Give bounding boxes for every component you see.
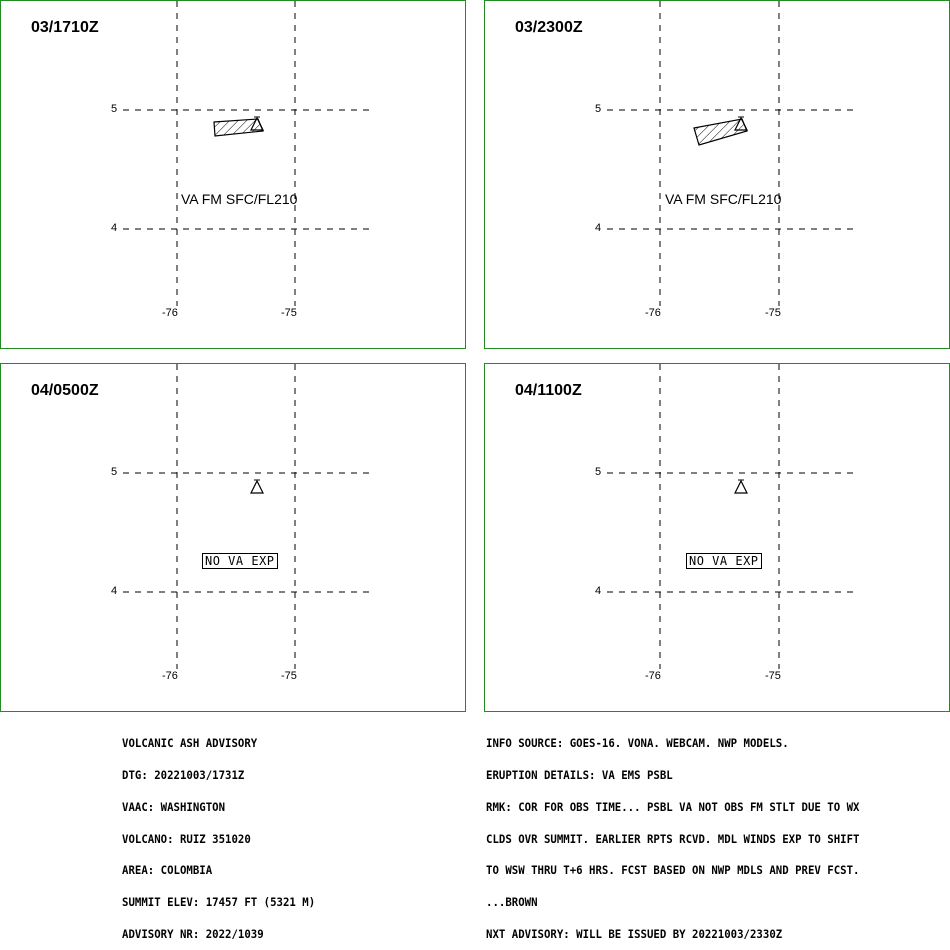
ash-height-label: VA FM SFC/FL210: [665, 191, 782, 207]
advisory-line: VOLCANIC ASH ADVISORY: [122, 736, 258, 751]
no-va-expected-box: NO VA EXP: [202, 553, 278, 569]
lat-label-5: 5: [595, 103, 602, 115]
advisory-line: TO WSW THRU T+6 HRS. FCST BASED ON NWP MDLS AND PREV FCST.: [486, 863, 860, 878]
volcano-triangle-icon: [735, 480, 747, 493]
lon-label-76: -76: [645, 670, 661, 682]
lat-label-4: 4: [595, 222, 602, 234]
lat-label-5: 5: [595, 466, 602, 478]
forecast-panel-4: [484, 363, 950, 712]
volcano-triangle-icon: [251, 480, 263, 493]
advisory-header-block: [122, 717, 315, 950]
map-grid-1: [1, 1, 467, 350]
map-grid-3: [1, 364, 467, 713]
panel-time: 03/2300Z: [515, 19, 583, 36]
advisory-line: DTG: 20221003/1731Z: [122, 767, 245, 782]
advisory-line: SUMMIT ELEV: 17457 FT (5321 M): [122, 895, 316, 910]
lat-label-5: 5: [111, 103, 118, 115]
advisory-line: AREA: COLOMBIA: [122, 863, 213, 878]
advisory-line: RMK: COR FOR OBS TIME... PSBL VA NOT OBS FM STLT DUE TO WX: [486, 799, 860, 814]
advisory-line: NXT ADVISORY: WILL BE ISSUED BY 20221003/2330Z: [486, 926, 783, 941]
map-grid-4: [485, 364, 950, 713]
lat-label-4: 4: [595, 585, 602, 597]
lat-label-4: 4: [111, 585, 118, 597]
forecast-panel-1: [0, 0, 466, 349]
advisory-line: INFO SOURCE: GOES-16. VONA. WEBCAM. NWP MODELS.: [486, 736, 789, 751]
lon-label-75: -75: [281, 670, 297, 682]
forecast-panel-3: [0, 363, 466, 712]
advisory-line: VOLCANO: RUIZ 351020: [122, 831, 251, 846]
panel-time: 04/0500Z: [31, 382, 99, 399]
panel-time: 04/1100Z: [515, 382, 582, 399]
lon-label-75: -75: [765, 670, 781, 682]
advisory-line: ERUPTION DETAILS: VA EMS PSBL: [486, 767, 673, 782]
lon-label-75: -75: [765, 307, 781, 319]
lon-label-76: -76: [645, 307, 661, 319]
advisory-line: CLDS OVR SUMMIT. EARLIER RPTS RCVD. MDL WINDS EXP TO SHIFT: [486, 831, 860, 846]
lat-label-4: 4: [111, 222, 118, 234]
ash-height-label: VA FM SFC/FL210: [181, 191, 298, 207]
advisory-line: ...BROWN: [486, 895, 538, 910]
advisory-line: ADVISORY NR: 2022/1039: [122, 926, 264, 941]
advisory-remarks-block: [486, 717, 859, 950]
lon-label-76: -76: [162, 307, 178, 319]
no-va-expected-box: NO VA EXP: [686, 553, 762, 569]
lon-label-76: -76: [162, 670, 178, 682]
lat-label-5: 5: [111, 466, 118, 478]
panel-time: 03/1710Z: [31, 19, 99, 36]
map-grid-2: [485, 1, 950, 350]
advisory-line: VAAC: WASHINGTON: [122, 799, 226, 814]
forecast-panel-2: [484, 0, 950, 349]
lon-label-75: -75: [281, 307, 297, 319]
